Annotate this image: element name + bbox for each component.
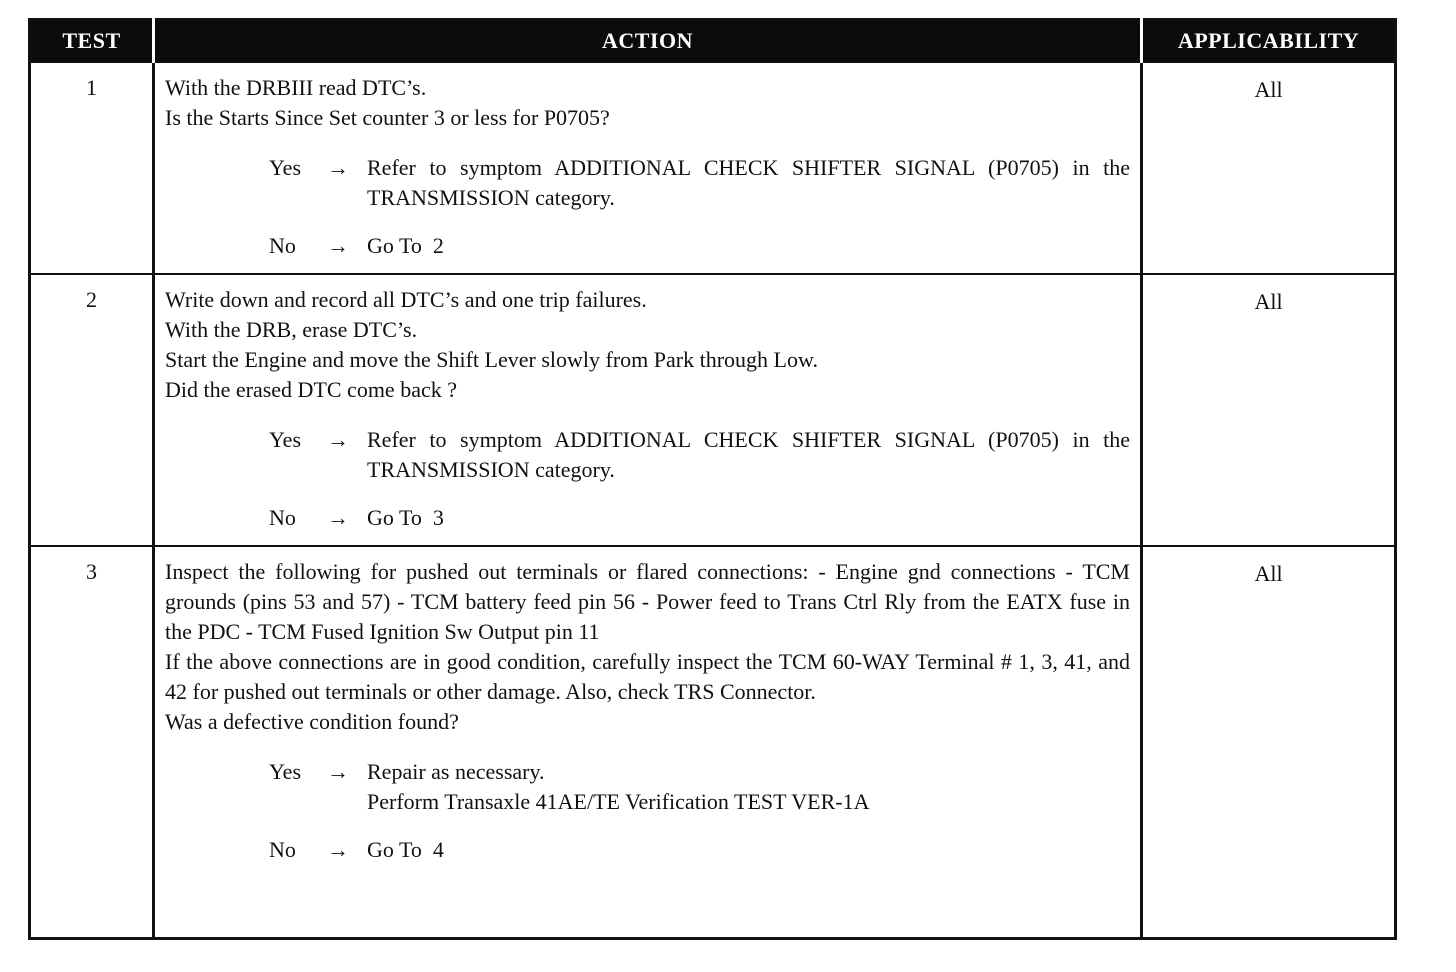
diagnostic-test-table — [28, 18, 1397, 940]
arrow-icon: → — [327, 427, 349, 452]
action-paragraph: If the above connections are in good condition, carefully inspect the TCM 60-WAY Terminal # 1, 3, 41, and 42 for pushed out terminals or other damage. Also, check TRS Connector. — [165, 649, 1130, 704]
yes-result — [367, 757, 1130, 817]
action-paragraph: Inspect the following for pushed out terminals or flared connections: - Engine gnd connections - TCM grounds (pins 53 and 57) - TCM battery feed pin 56 - Power feed to Trans Ctrl Rly from the EATX fuse in the PDC - TCM Fused Ignition Sw Output pin 11 — [165, 559, 1130, 644]
yes-result: Refer to symptom ADDITIONAL CHECK SHIFTER SIGNAL (P0705) in the TRANSMISSION category. — [367, 427, 1130, 482]
no-result: Go To 3 — [367, 505, 444, 530]
yes-answer — [269, 425, 1130, 485]
action-line: Is the Starts Since Set counter 3 or less for P0705? — [165, 105, 610, 130]
arrow-icon: → — [327, 505, 349, 530]
no-answer — [269, 835, 1130, 865]
no-answer — [269, 503, 1130, 533]
test-applicability: All — [1142, 274, 1396, 546]
arrow-icon: → — [327, 759, 349, 784]
action-line: Did the erased DTC come back ? — [165, 377, 457, 402]
test-action — [154, 546, 1142, 939]
test-number: 3 — [30, 546, 154, 939]
no-result: Go To 4 — [367, 837, 444, 862]
test-action — [154, 62, 1142, 274]
no-label: No — [269, 505, 296, 530]
arrow-icon: → — [327, 155, 349, 180]
action-line: Write down and record all DTC’s and one trip failures. — [165, 287, 647, 312]
arrow-icon: → — [327, 233, 349, 258]
no-answer — [269, 231, 1130, 261]
no-label: No — [269, 233, 296, 258]
arrow-icon: → — [327, 837, 349, 862]
test-number: 1 — [30, 62, 154, 274]
action-line: With the DRBIII read DTC’s. — [165, 75, 427, 100]
table-row — [30, 274, 1396, 546]
action-line: With the DRB, erase DTC’s. — [165, 317, 418, 342]
yes-answer — [269, 153, 1130, 213]
action-line: Was a defective condition found? — [165, 709, 459, 734]
table-row — [30, 546, 1396, 939]
no-result: Go To 2 — [367, 233, 444, 258]
header-applicability: APPLICABILITY — [1142, 20, 1396, 63]
header-action: ACTION — [154, 20, 1142, 63]
header-test: TEST — [30, 20, 154, 63]
yes-label: Yes — [269, 759, 302, 784]
test-applicability: All — [1142, 62, 1396, 274]
action-line: Start the Engine and move the Shift Lever slowly from Park through Low. — [165, 347, 818, 372]
table-row — [30, 62, 1396, 274]
test-applicability: All — [1142, 546, 1396, 939]
table-header — [30, 20, 1396, 63]
yes-result: Refer to symptom ADDITIONAL CHECK SHIFTER SIGNAL (P0705) in the TRANSMISSION category. — [367, 155, 1130, 210]
yes-result-line: Perform Transaxle 41AE/TE Verification TEST VER-1A — [367, 789, 870, 814]
yes-label: Yes — [269, 427, 302, 452]
test-number: 2 — [30, 274, 154, 546]
test-action — [154, 274, 1142, 546]
yes-answer — [269, 757, 1130, 817]
no-label: No — [269, 837, 296, 862]
yes-result-line: Repair as necessary. — [367, 759, 545, 784]
yes-label: Yes — [269, 155, 302, 180]
